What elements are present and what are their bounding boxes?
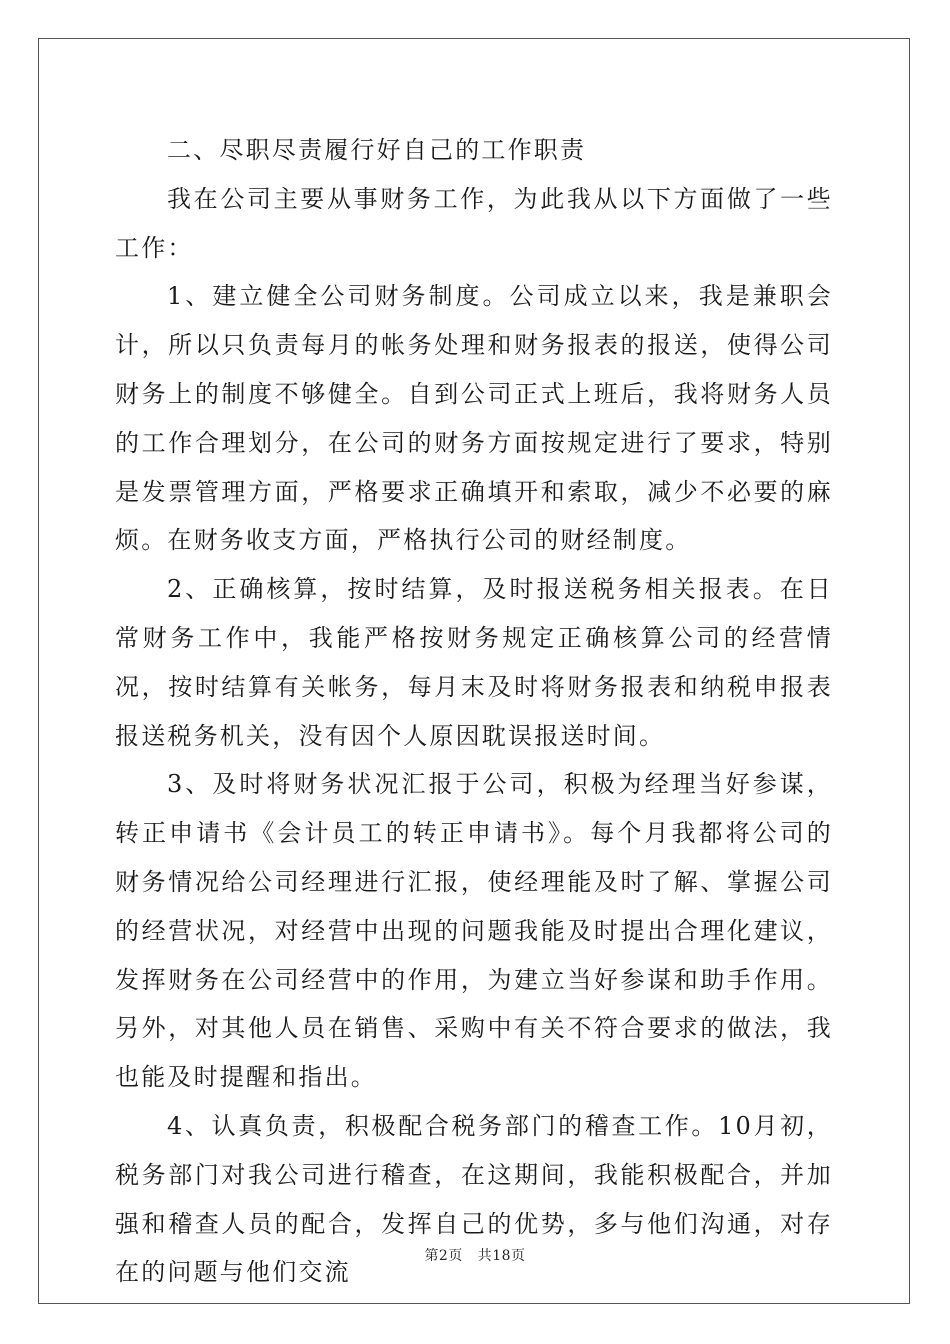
page-footer (0, 1245, 950, 1265)
paragraph-item-1: 1、建立健全公司财务制度。公司成立以来，我是兼职会计，所以只负责每月的帐务处理和财务报表的报送，使得公司财务上的制度不够健全。自到公司正式上班后，我将财务人员的工作合理划分，在公司的财务方面按规定进行了要求，特别是发票管理方面，严格要求正确填开和索取，减少不必要的麻烦。在财务收支方面，严格执行公司的财经制度。 (115, 282, 833, 555)
current-page-number: 第2页 (424, 1248, 463, 1264)
paragraph-item-3: 3、及时将财务状况汇报于公司，积极为经理当好参谋，转正申请书《会计员工的转正申请书》。每个月我都将公司的财务情况给公司经理进行汇报，使经理能及时了解、掌握公司的经营状况，对经营中出现的问题我能及时提出合理化建议，发挥财务在公司经营中的作用，为建立当好参谋和助手作用。另外，对其他人员在销售、采购中有关不符合要求的做法，我也能及时提醒和指出。 (115, 770, 833, 1092)
total-page-count: 共18页 (477, 1248, 526, 1264)
section-heading: 二、尽职尽责履行好自己的工作职责 (167, 136, 587, 164)
intro-paragraph: 我在公司主要从事财务工作，为此我从以下方面做了一些工作： (115, 184, 833, 262)
document-body (115, 126, 833, 1297)
paragraph-item-2: 2、正确核算，按时结算，及时报送税务相关报表。在日常财务工作中，我能严格按财务规定正确核算公司的经营情况，按时结算有关帐务，每月末及时将财务报表和纳税申报表报送税务机关，没有因个人原因耽误报送时间。 (115, 575, 833, 750)
paragraph-item-4: 4、认真负责，积极配合税务部门的稽查工作。10月初，税务部门对我公司进行稽查，在这期间，我能积极配合，并加强和稽查人员的配合，发挥自己的优势，多与他们沟通，对存在的问题与他们交流 (115, 1111, 833, 1287)
